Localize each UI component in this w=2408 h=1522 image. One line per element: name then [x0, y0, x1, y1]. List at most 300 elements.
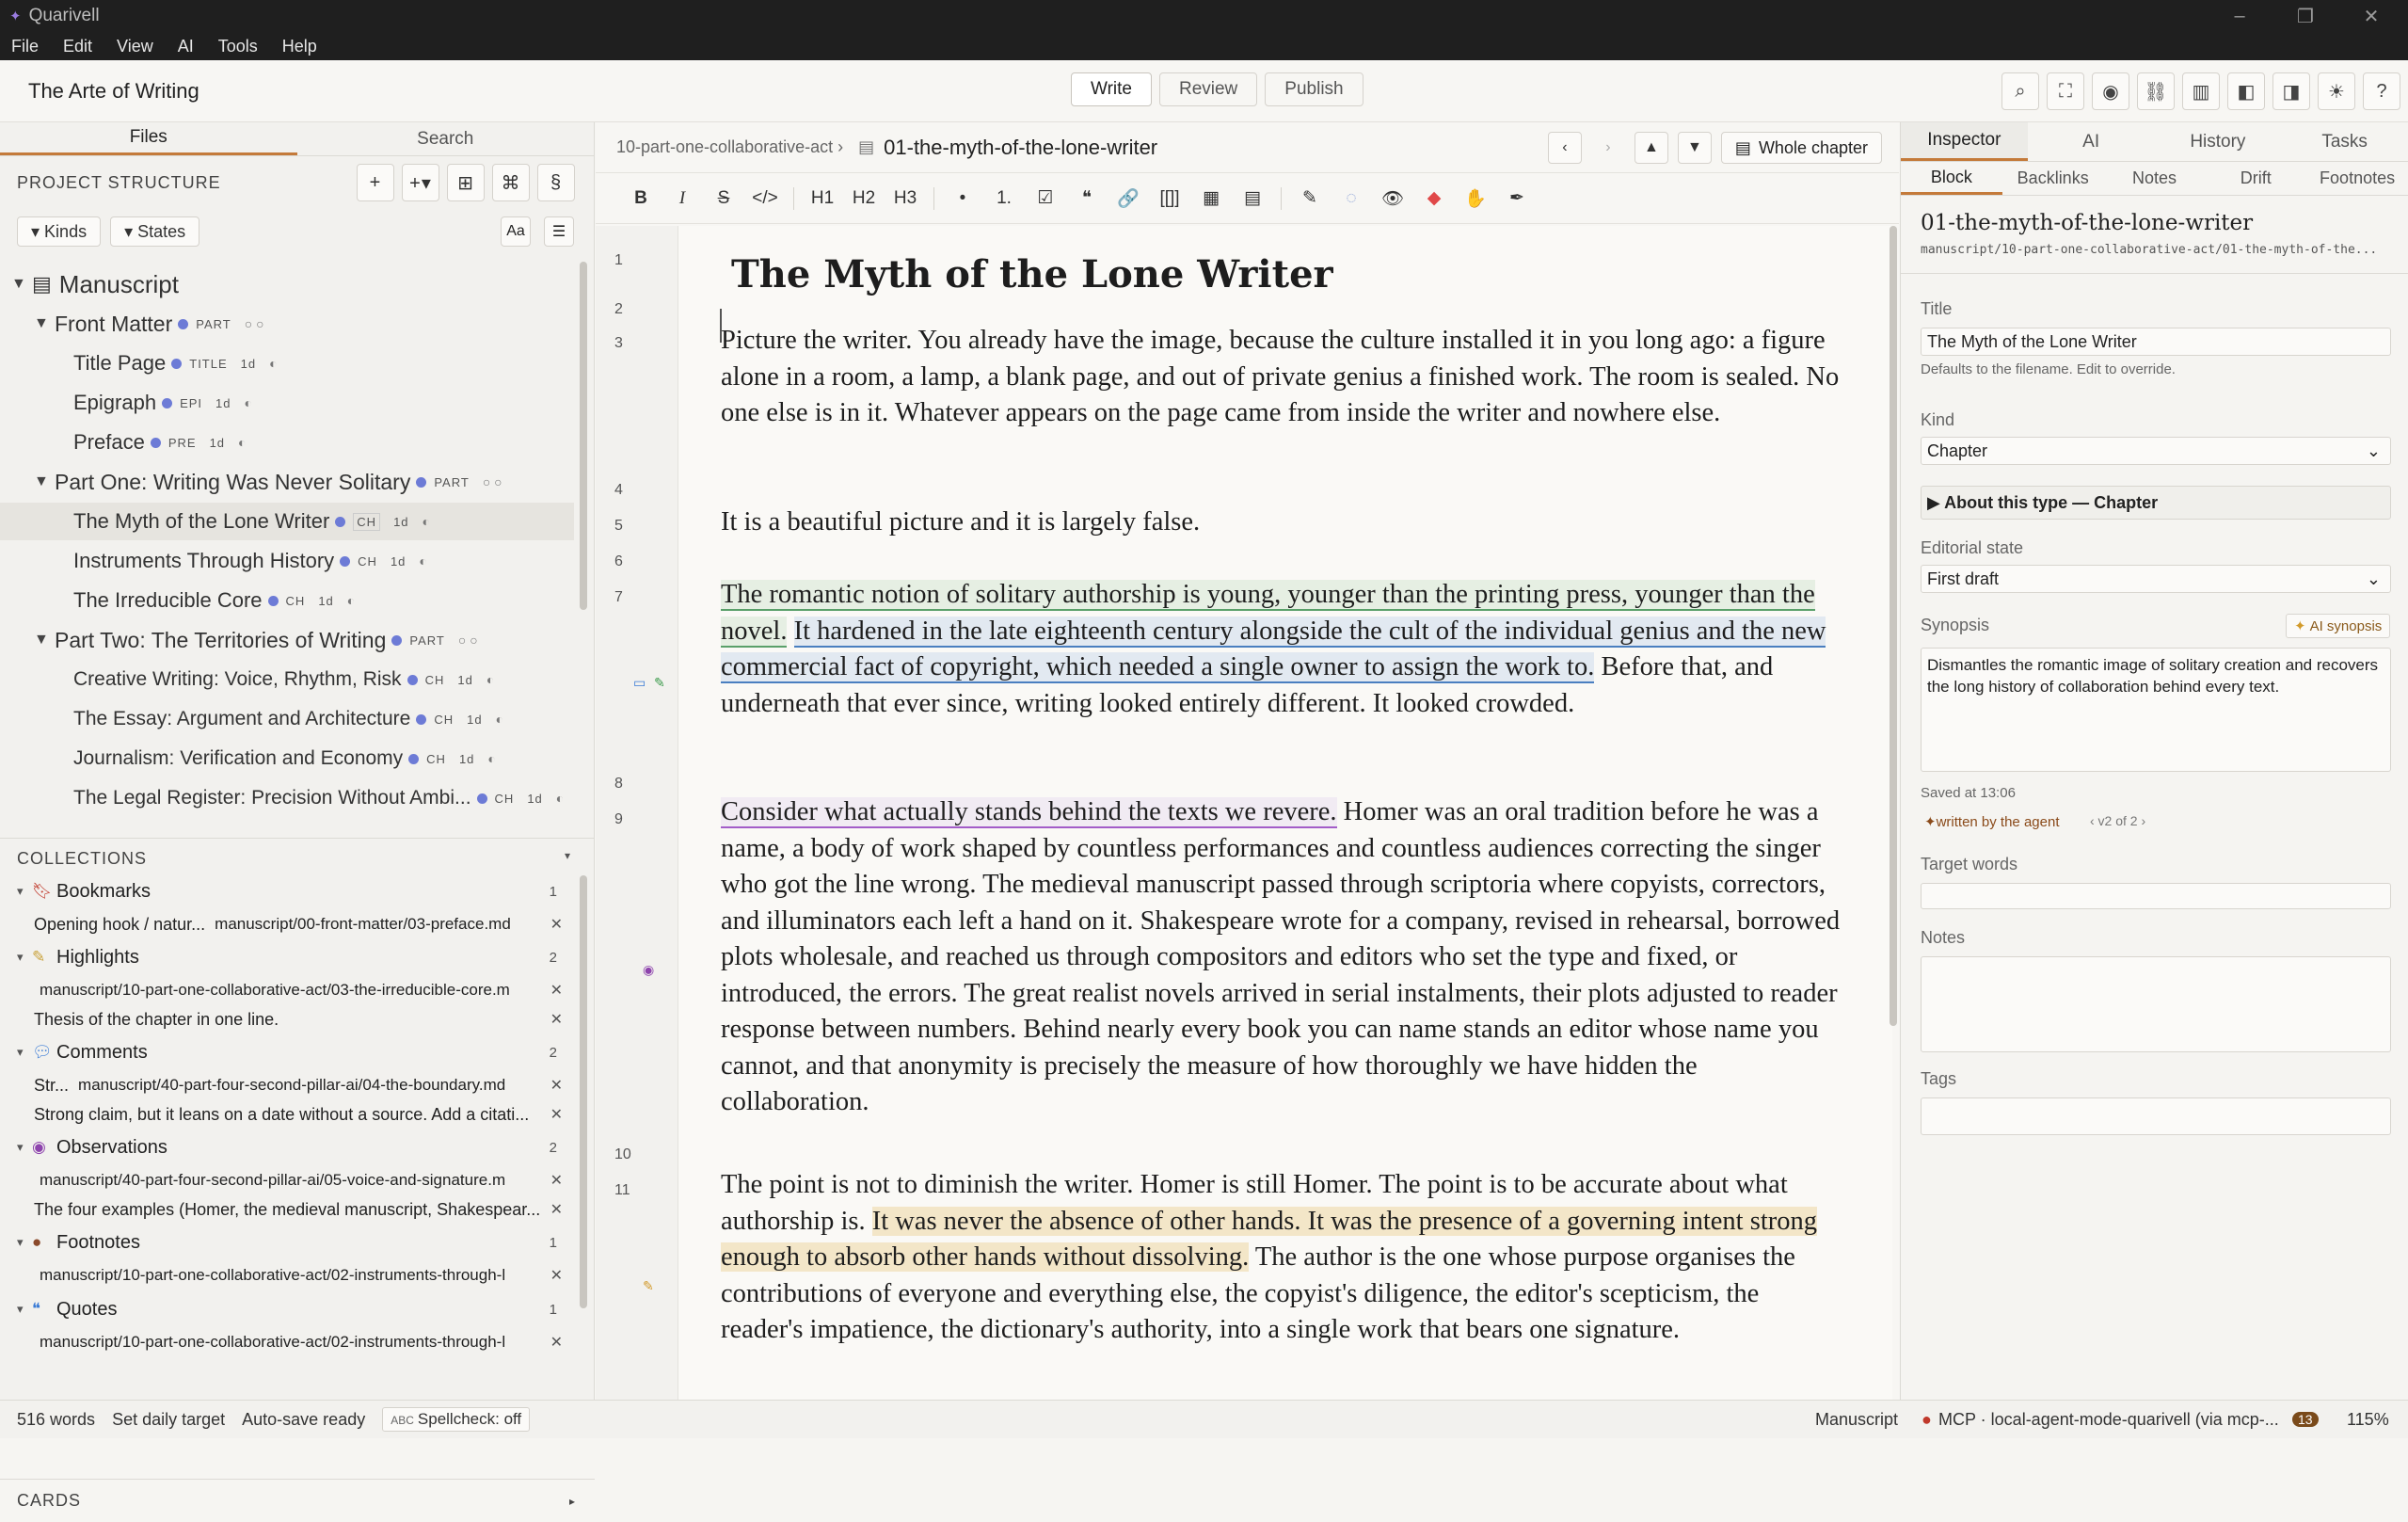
collection-item[interactable] — [0, 1259, 574, 1291]
collection-item[interactable] — [0, 974, 574, 1006]
progress-icon: ◐ — [495, 712, 504, 727]
tree-node-label: Creative Writing: Voice, Rhythm, Risk — [73, 668, 402, 690]
bookmark-icon: 🔖︎ — [32, 882, 53, 900]
observation-button[interactable]: 👁 — [1380, 188, 1405, 209]
tab-files[interactable]: Files — [0, 122, 297, 155]
item-path: manuscript/00-front-matter/03-preface.md — [215, 915, 511, 933]
tree-node-journalism[interactable] — [73, 740, 503, 777]
status-dot — [171, 359, 182, 369]
wikilink-button[interactable]: [[]] — [1159, 187, 1180, 208]
chevron-down-icon: ⌄ — [2366, 569, 2381, 588]
item-path: manuscript/10-part-one-collaborative-act/02-instruments-through-l — [40, 1266, 506, 1284]
progress-icon: ◐ — [346, 593, 356, 608]
kind-tag: CH — [434, 712, 454, 727]
link-icon[interactable]: ⛓ — [2137, 72, 2175, 110]
remove-icon[interactable]: ✕ — [550, 1202, 563, 1218]
theme-sun-icon[interactable]: ☀ — [2318, 72, 2355, 110]
kind-tag: PART — [409, 633, 445, 648]
paragraph-3-tail: Before that, and underneath that ever since, writing looked entirely different. It looked crowded. — [721, 652, 1774, 718]
written-by-agent: ✦written by the agent — [1924, 814, 2060, 830]
book-icon: ▤ — [32, 272, 52, 296]
status-dot — [335, 517, 345, 527]
columns-icon[interactable]: ▥ — [2182, 72, 2220, 110]
age-meta: 1d — [458, 751, 475, 766]
status-dot — [416, 477, 426, 488]
line-number: 6 — [614, 553, 623, 569]
collection-count: 1 — [549, 883, 557, 900]
age-meta: 1d — [393, 514, 409, 529]
chevron-down-icon[interactable]: ▾ — [17, 950, 24, 964]
collection-bookmarks[interactable] — [0, 875, 574, 907]
window-title: Quarivell — [28, 6, 100, 25]
collection-name: Observations — [56, 1136, 167, 1158]
state-circle-icon: ○ ○ — [482, 474, 502, 489]
chevron-down-icon[interactable]: ▾ — [17, 884, 24, 898]
kind-tag: TITLE — [189, 356, 228, 371]
chevron-down-icon[interactable]: ▾ — [17, 1045, 24, 1059]
collection-highlights[interactable] — [0, 941, 574, 973]
observation-marker-icon[interactable]: ◉ — [643, 962, 655, 977]
kind-value: Chapter — [1927, 441, 1988, 460]
inspector-file-path: manuscript/10-part-one-collaborative-act/01-the-myth-of-the... — [1921, 243, 2378, 257]
next-icon[interactable]: › — [1605, 139, 1611, 155]
kind-tag: PART — [196, 316, 231, 331]
menu-bar — [0, 32, 2408, 60]
editor-header — [596, 122, 1899, 173]
sparkle-icon: ✦ — [2294, 618, 2306, 634]
cards-title: CARDS — [17, 1491, 82, 1510]
paragraph-5 — [721, 1167, 1845, 1349]
write-mode-button[interactable]: Write — [1071, 72, 1152, 106]
tree-node-label: Part One: Writing Was Never Solitary — [55, 469, 411, 494]
collection-item[interactable] — [0, 1326, 574, 1358]
collection-count: 2 — [549, 1044, 557, 1061]
tree-node-part-two[interactable] — [34, 621, 486, 659]
tree-node-manuscript[interactable] — [11, 265, 179, 303]
chevron-down-icon[interactable]: ▾ — [17, 1302, 24, 1316]
publish-mode-button[interactable]: Publish — [1265, 72, 1363, 106]
kind-tag: CH — [358, 553, 377, 569]
kind-tag: CH — [285, 593, 306, 608]
close-icon[interactable]: ✕ — [2363, 6, 2380, 27]
ai-synopsis-label: AI synopsis — [2309, 617, 2383, 634]
tree-node-label: Epigraph — [73, 391, 157, 414]
notes-textarea[interactable] — [1921, 956, 2391, 1052]
bullet-list-button[interactable]: • — [959, 187, 966, 208]
subtab-backlinks[interactable]: Backlinks — [2017, 168, 2089, 187]
age-meta: 1d — [390, 553, 407, 569]
kind-label: Kind — [1921, 410, 1955, 429]
tree-node-label: The Myth of the Lone Writer — [73, 509, 330, 533]
collection-name: Bookmarks — [56, 880, 151, 902]
eraser-button[interactable]: ◆ — [1427, 188, 1442, 208]
file-icon: ▤ — [858, 137, 875, 156]
move-down-icon[interactable]: ▼ — [1678, 132, 1712, 164]
fullscreen-icon[interactable]: ⛶ — [2047, 72, 2084, 110]
right-panel-icon[interactable]: ◨ — [2272, 72, 2310, 110]
line-number: 2 — [614, 301, 623, 317]
inspector-panel — [1900, 122, 2408, 1400]
subtab-footnotes[interactable]: Footnotes — [2320, 168, 2396, 187]
tree-node-label: The Irreducible Core — [73, 588, 263, 612]
tab-tasks[interactable]: Tasks — [2321, 131, 2368, 152]
collapse-icon[interactable]: ▼ — [11, 276, 26, 292]
tree-filters — [0, 209, 594, 254]
remove-icon[interactable]: ✕ — [550, 983, 563, 999]
status-bar — [0, 1400, 2408, 1438]
highlight-purple[interactable]: Consider what actually stands behind the texts we revere. — [721, 797, 1337, 826]
tree-node-myth-lone-writer[interactable] — [0, 503, 574, 540]
menu-edit[interactable]: Edit — [63, 36, 93, 56]
collection-item[interactable] — [0, 1164, 574, 1196]
menu-tools[interactable]: Tools — [217, 36, 258, 56]
add-icon[interactable]: + — [357, 164, 394, 201]
table-button[interactable]: ▤ — [1244, 188, 1261, 208]
heading3-button[interactable]: H3 — [893, 187, 917, 208]
state-circle-icon: ○ ○ — [457, 633, 478, 648]
notification-badge[interactable]: 13 — [2292, 1412, 2319, 1427]
status-dot — [340, 556, 350, 567]
mcp-status-dot-icon: ● — [1922, 1409, 1932, 1429]
line-number: 4 — [614, 482, 623, 498]
age-meta: 1d — [457, 672, 473, 687]
tree-node-preface[interactable] — [73, 424, 254, 461]
item-path: manuscript/40-part-four-second-pillar-ai/05-voice-and-signature.m — [40, 1171, 506, 1189]
age-meta: 1d — [240, 356, 257, 371]
collection-name: Footnotes — [56, 1231, 140, 1253]
progress-icon: ◐ — [269, 356, 278, 371]
tree-node-label: Front Matter — [55, 311, 173, 336]
kind-select[interactable] — [1921, 437, 2391, 465]
remove-icon[interactable]: ✕ — [550, 1268, 563, 1284]
editor-panel — [596, 122, 1899, 1400]
collapse-icon[interactable]: ▼ — [34, 315, 49, 331]
highlight-yellow[interactable]: It was never the absence of other hands. It was the presence of a governing intent strong enough to absorb other hands without dissolving. — [721, 1206, 1817, 1272]
left-panel-icon[interactable]: ◧ — [2227, 72, 2265, 110]
collection-item[interactable] — [0, 1098, 574, 1130]
menu-file[interactable]: File — [11, 36, 40, 56]
target-words-input[interactable] — [1921, 883, 2391, 909]
item-path: manuscript/40-part-four-second-pillar-ai/04-the-boundary.md — [78, 1076, 506, 1094]
header-tools — [2001, 72, 2400, 110]
tree-node-title-page[interactable] — [73, 344, 285, 382]
quote-button[interactable]: ❝ — [1081, 188, 1092, 208]
status-dot — [178, 319, 188, 329]
autosave-status: Auto-save ready — [242, 1409, 366, 1429]
title-hint: Defaults to the filename. Edit to override. — [1921, 361, 2176, 377]
item-label: The four examples (Homer, the medieval manuscript, Shakespear... — [34, 1199, 541, 1219]
progress-icon: ◐ — [486, 672, 495, 687]
kind-tag: EPI — [180, 395, 203, 410]
line-number: 10 — [614, 1146, 631, 1162]
comment-icon: 💬︎ — [32, 1043, 53, 1061]
menu-help[interactable]: Help — [281, 36, 317, 56]
menu-view[interactable]: View — [117, 36, 153, 56]
age-meta: 1d — [467, 712, 483, 727]
paragraph-5-tail: The author is the one whose purpose organises the contributions of everyone and everything else, the copyist's diligence, the editor's scepticism, the reader's impatience, the dictionary's authority, into a single work that bears one signature. — [721, 1242, 1795, 1344]
status-dot — [162, 398, 172, 409]
tab-history[interactable]: History — [2190, 131, 2246, 152]
collapse-collections-icon[interactable]: ▾ — [565, 849, 571, 862]
age-meta: 1d — [527, 791, 543, 806]
tree-node-essay[interactable] — [73, 700, 511, 738]
document-page[interactable] — [678, 226, 1892, 1400]
review-mode-button[interactable]: Review — [1159, 72, 1257, 106]
paragraph-5-head: The point is not to diminish the writer. Homer is still Homer. The point is to be accurate about what authorship is. — [721, 1170, 1788, 1236]
kind-tag: PART — [434, 474, 470, 489]
line-gutter — [596, 226, 678, 1400]
item-path: manuscript/10-part-one-collaborative-act/02-instruments-through-l — [40, 1333, 506, 1351]
item-label: Str... — [34, 1075, 70, 1095]
kinds-filter-label: Kinds — [44, 221, 88, 241]
subtab-block[interactable]: Block — [1901, 162, 2002, 195]
image-button[interactable]: ▦ — [1203, 188, 1220, 208]
remove-icon[interactable]: ✕ — [550, 917, 563, 933]
line-number: 11 — [614, 1182, 630, 1198]
remove-icon[interactable]: ✕ — [550, 1335, 563, 1351]
menu-ai[interactable]: AI — [177, 36, 194, 56]
collection-quotes[interactable] — [0, 1293, 574, 1325]
kind-tag: CH — [494, 791, 515, 806]
state-label: Editorial state — [1921, 538, 2024, 557]
tree-node-label: Title Page — [73, 351, 167, 375]
remove-icon[interactable]: ✕ — [550, 1107, 563, 1123]
comment-marker-icon[interactable]: ▭ — [633, 675, 646, 690]
title-label: Title — [1921, 299, 1953, 318]
notes-label: Notes — [1921, 928, 1966, 947]
progress-icon: ◐ — [419, 553, 427, 569]
collections-scrollbar[interactable] — [580, 875, 587, 1308]
mode-switcher — [1071, 72, 1363, 106]
eye-icon: ◉ — [32, 1138, 46, 1156]
footnote-dot-icon: ● — [32, 1233, 42, 1251]
scope-status[interactable]: Manuscript — [1815, 1409, 1899, 1429]
tab-ai[interactable]: AI — [2082, 131, 2100, 152]
collection-comments[interactable] — [0, 1036, 574, 1068]
progress-icon: ◐ — [244, 395, 252, 410]
zoom-level[interactable]: 115% — [2347, 1409, 2389, 1429]
spellcheck-label: Spellcheck: off — [417, 1410, 522, 1428]
line-number: 8 — [614, 776, 623, 792]
highlight-green[interactable]: The romantic notion of solitary authorship is young, younger than the printing press, younger than the novel. — [721, 580, 1815, 646]
collections-panel — [0, 838, 595, 1497]
restore-icon[interactable]: ❐ — [2297, 6, 2314, 27]
tree-node-label: Instruments Through History — [73, 549, 335, 572]
age-meta: 1d — [318, 593, 334, 608]
editor-scrollbar[interactable] — [1890, 226, 1897, 1026]
document-heading: The Myth of the Lone Writer — [731, 252, 1333, 296]
highlight-marker-icon[interactable]: ✎ — [643, 1278, 654, 1293]
tree-scrollbar[interactable] — [580, 262, 587, 610]
tree-node-label: The Essay: Argument and Architecture — [73, 708, 411, 729]
tab-search[interactable]: Search — [417, 128, 474, 149]
tree-node-part-one[interactable] — [34, 463, 510, 501]
age-meta: 1d — [209, 435, 226, 450]
prev-icon[interactable]: ‹ — [1548, 132, 1582, 164]
breadcrumb[interactable]: 10-part-one-collaborative-act › — [616, 137, 844, 156]
synopsis-textarea[interactable]: Dismantles the romantic image of solitary creation and recovers the long history of collaboration behind every text. — [1921, 648, 2391, 772]
tags-label: Tags — [1921, 1069, 1957, 1088]
collection-item[interactable] — [0, 1003, 574, 1035]
grid-icon[interactable]: ⊞ — [447, 164, 485, 201]
line-number: 5 — [614, 518, 623, 534]
comment-button[interactable]: ◌ — [1346, 187, 1357, 208]
bold-button[interactable]: B — [634, 187, 647, 208]
tree-node-legal-register[interactable] — [73, 779, 571, 817]
project-structure-title: PROJECT STRUCTURE — [17, 172, 221, 192]
remove-icon[interactable]: ✕ — [550, 1078, 563, 1094]
progress-icon: ◐ — [238, 435, 247, 450]
scope-icon: ▤ — [1734, 137, 1751, 157]
format-toolbar — [596, 173, 1899, 224]
command-icon[interactable]: ⌘ — [492, 164, 530, 201]
collection-count: 1 — [549, 1301, 557, 1318]
tree-node-instruments[interactable] — [73, 542, 435, 580]
remove-icon[interactable]: ✕ — [550, 1012, 563, 1028]
highlighter-icon: ✎ — [32, 948, 46, 966]
tree-node-label: Preface — [73, 430, 145, 454]
item-label: Thesis of the chapter in one line. — [34, 1009, 279, 1029]
project-tree — [0, 262, 574, 826]
collection-item[interactable] — [0, 1069, 574, 1101]
paragraph-2: It is a beautiful picture and it is largely false. — [721, 507, 1201, 537]
kind-tag: CH — [424, 672, 445, 687]
tree-node-creative-writing[interactable] — [73, 661, 502, 698]
chevron-down-icon: ⌄ — [2366, 441, 2381, 460]
tree-node-irreducible-core[interactable] — [73, 582, 362, 619]
preview-eye-icon[interactable]: ◉ — [2092, 72, 2129, 110]
pen-button[interactable]: ✒ — [1509, 188, 1524, 208]
link-button[interactable]: 🔗 — [1117, 188, 1140, 209]
collection-item[interactable] — [0, 908, 574, 940]
scope-button[interactable] — [1721, 132, 1882, 164]
cards-header[interactable] — [0, 1479, 595, 1522]
item-path: manuscript/10-part-one-collaborative-act/03-the-irreducible-core.m — [40, 981, 510, 999]
inspector-file-name: 01-the-myth-of-the-lone-writer — [1921, 211, 2254, 235]
line-number: 9 — [614, 811, 623, 827]
spellcheck-icon: ABC — [391, 1414, 414, 1427]
code-button[interactable]: </> — [752, 187, 778, 208]
help-icon[interactable]: ? — [2363, 72, 2400, 110]
collection-name: Quotes — [56, 1298, 118, 1320]
tree-node-epigraph[interactable] — [73, 384, 260, 422]
item-label: Strong claim, but it leans on a date without a source. Add a citati... — [34, 1104, 530, 1124]
kind-tag: PRE — [167, 435, 197, 450]
italic-button[interactable]: I — [678, 187, 686, 208]
line-number: 1 — [614, 252, 623, 268]
status-dot — [151, 438, 161, 448]
states-filter-label: States — [137, 221, 186, 241]
collection-count: 2 — [549, 1139, 557, 1156]
section-icon[interactable]: § — [537, 164, 575, 201]
saved-status: Saved at 13:06 — [1921, 785, 2016, 801]
collapse-icon[interactable]: ▼ — [34, 473, 49, 489]
status-dot — [408, 754, 419, 764]
paragraph-1: Picture the writer. You already have the image, because the culture installed it in you long ago: a figure alone in a room, a lamp, a blank page, and out of private genius a finished work. The room is sealed. No one else is in it. Whatever appears on the page came from inside the writer and nowhere else. — [721, 326, 1840, 427]
version-nav[interactable]: ‹ v2 of 2 › — [2090, 813, 2146, 828]
mcp-status[interactable]: MCP · local-agent-mode-quarivell (via mcp-... — [1938, 1409, 2279, 1429]
heading2-button[interactable]: H2 — [852, 187, 876, 208]
subtab-notes[interactable]: Notes — [2131, 168, 2177, 187]
kind-tag: CH — [426, 751, 446, 766]
state-value: First draft — [1927, 569, 2000, 588]
kinds-filter[interactable]: ▾ Kinds — [17, 216, 101, 247]
add-menu-icon[interactable]: +▾ — [402, 164, 439, 201]
expand-icon[interactable]: ▸ — [568, 1494, 576, 1508]
state-select[interactable] — [1921, 565, 2391, 593]
project-title: The Arte of Writing — [28, 79, 199, 103]
heading1-button[interactable]: H1 — [810, 187, 835, 208]
collection-item[interactable] — [0, 1194, 574, 1226]
word-count: 516 words — [17, 1409, 96, 1429]
tree-node-label: Manuscript — [58, 269, 179, 298]
highlight-blue[interactable]: It hardened in the late eighteenth century alongside the cult of the individual genius and the new commercial fact of copyright, which needed a single owner to assign the work to. — [721, 616, 1826, 681]
status-dot — [416, 714, 426, 725]
daily-target-link[interactable]: Set daily target — [112, 1409, 226, 1429]
states-filter[interactable]: ▾ States — [110, 216, 199, 247]
subtab-drift[interactable]: Drift — [2240, 168, 2272, 187]
remove-icon[interactable]: ✕ — [550, 1173, 563, 1189]
window-titlebar — [0, 0, 2408, 32]
project-structure-header — [0, 156, 594, 209]
collection-count: 2 — [549, 949, 557, 966]
numbered-list-button[interactable]: 1. — [997, 187, 1012, 208]
item-label: Opening hook / natur... — [34, 914, 206, 934]
strikethrough-button[interactable]: S — [717, 187, 730, 208]
paragraph-4-tail: Homer was an oral tradition before he was a name, a body of work shaped by countless performances and countless audiences correcting the singer who got the line wrong. The medieval manuscript passed through scriptoria where copyists, correctors, and illuminators each left a hand on it. Shakespeare wrote for a company, revised in rehearsal, borrowed plots wholesale, and reached us through compositors and editors who set the type and fixed, or introduced, the errors. The great realist novels arrived in serial instalments, their plots adjusted to reader response between numbers. Behind nearly every book you can name stands an editor whose name you cannot, and that anonymity is precisely the measure of how thoroughly we have hidden the collaboration. — [721, 797, 1841, 1116]
tab-inspector[interactable]: Inspector — [1901, 122, 2028, 161]
current-file: 01-the-myth-of-the-lone-writer — [884, 135, 1158, 159]
collection-observations[interactable] — [0, 1131, 574, 1163]
about-type-toggle[interactable]: ▶ About this type — Chapter — [1921, 486, 2391, 520]
collapse-icon[interactable]: ▼ — [34, 632, 49, 648]
tags-input[interactable] — [1921, 1097, 2391, 1135]
progress-icon: ◐ — [555, 791, 565, 806]
progress-icon: ◐ — [487, 751, 496, 766]
chevron-down-icon[interactable]: ▾ — [17, 1235, 24, 1249]
minimize-icon[interactable]: ‒ — [2234, 5, 2245, 26]
chevron-down-icon[interactable]: ▾ — [17, 1140, 24, 1154]
paragraph-4 — [721, 794, 1845, 1121]
edit-marker-icon[interactable]: ✎ — [654, 675, 665, 690]
target-words-label: Target words — [1921, 855, 2018, 873]
progress-icon: ◐ — [422, 514, 430, 529]
app-logo-icon: ✦ — [9, 8, 22, 24]
synopsis-label: Synopsis — [1921, 616, 1990, 634]
collection-name: Comments — [56, 1041, 148, 1063]
move-up-icon[interactable]: ▲ — [1635, 132, 1668, 164]
ai-synopsis-button[interactable] — [2286, 614, 2390, 638]
tree-node-front-matter[interactable] — [34, 305, 272, 343]
highlight-button[interactable]: ✎ — [1302, 188, 1317, 208]
collection-footnotes[interactable] — [0, 1226, 574, 1258]
tree-node-label: The Legal Register: Precision Without Ambi... — [73, 787, 471, 809]
hand-button[interactable]: ✋ — [1464, 188, 1487, 209]
status-dot — [268, 596, 279, 606]
list-icon[interactable]: ☰ — [544, 216, 574, 247]
checklist-button[interactable]: ☑ — [1037, 188, 1054, 208]
scope-label: Whole chapter — [1758, 137, 1868, 157]
collections-title: COLLECTIONS — [17, 849, 148, 868]
state-circle-icon: ○ ○ — [244, 316, 264, 331]
spellcheck-toggle[interactable] — [382, 1407, 530, 1432]
search-icon[interactable]: ⌕ — [2001, 72, 2039, 110]
status-dot — [407, 675, 418, 685]
title-input[interactable]: The Myth of the Lone Writer — [1921, 328, 2391, 356]
app-header — [0, 60, 2408, 122]
status-dot — [391, 635, 402, 646]
case-toggle[interactable]: Aa — [501, 216, 531, 247]
